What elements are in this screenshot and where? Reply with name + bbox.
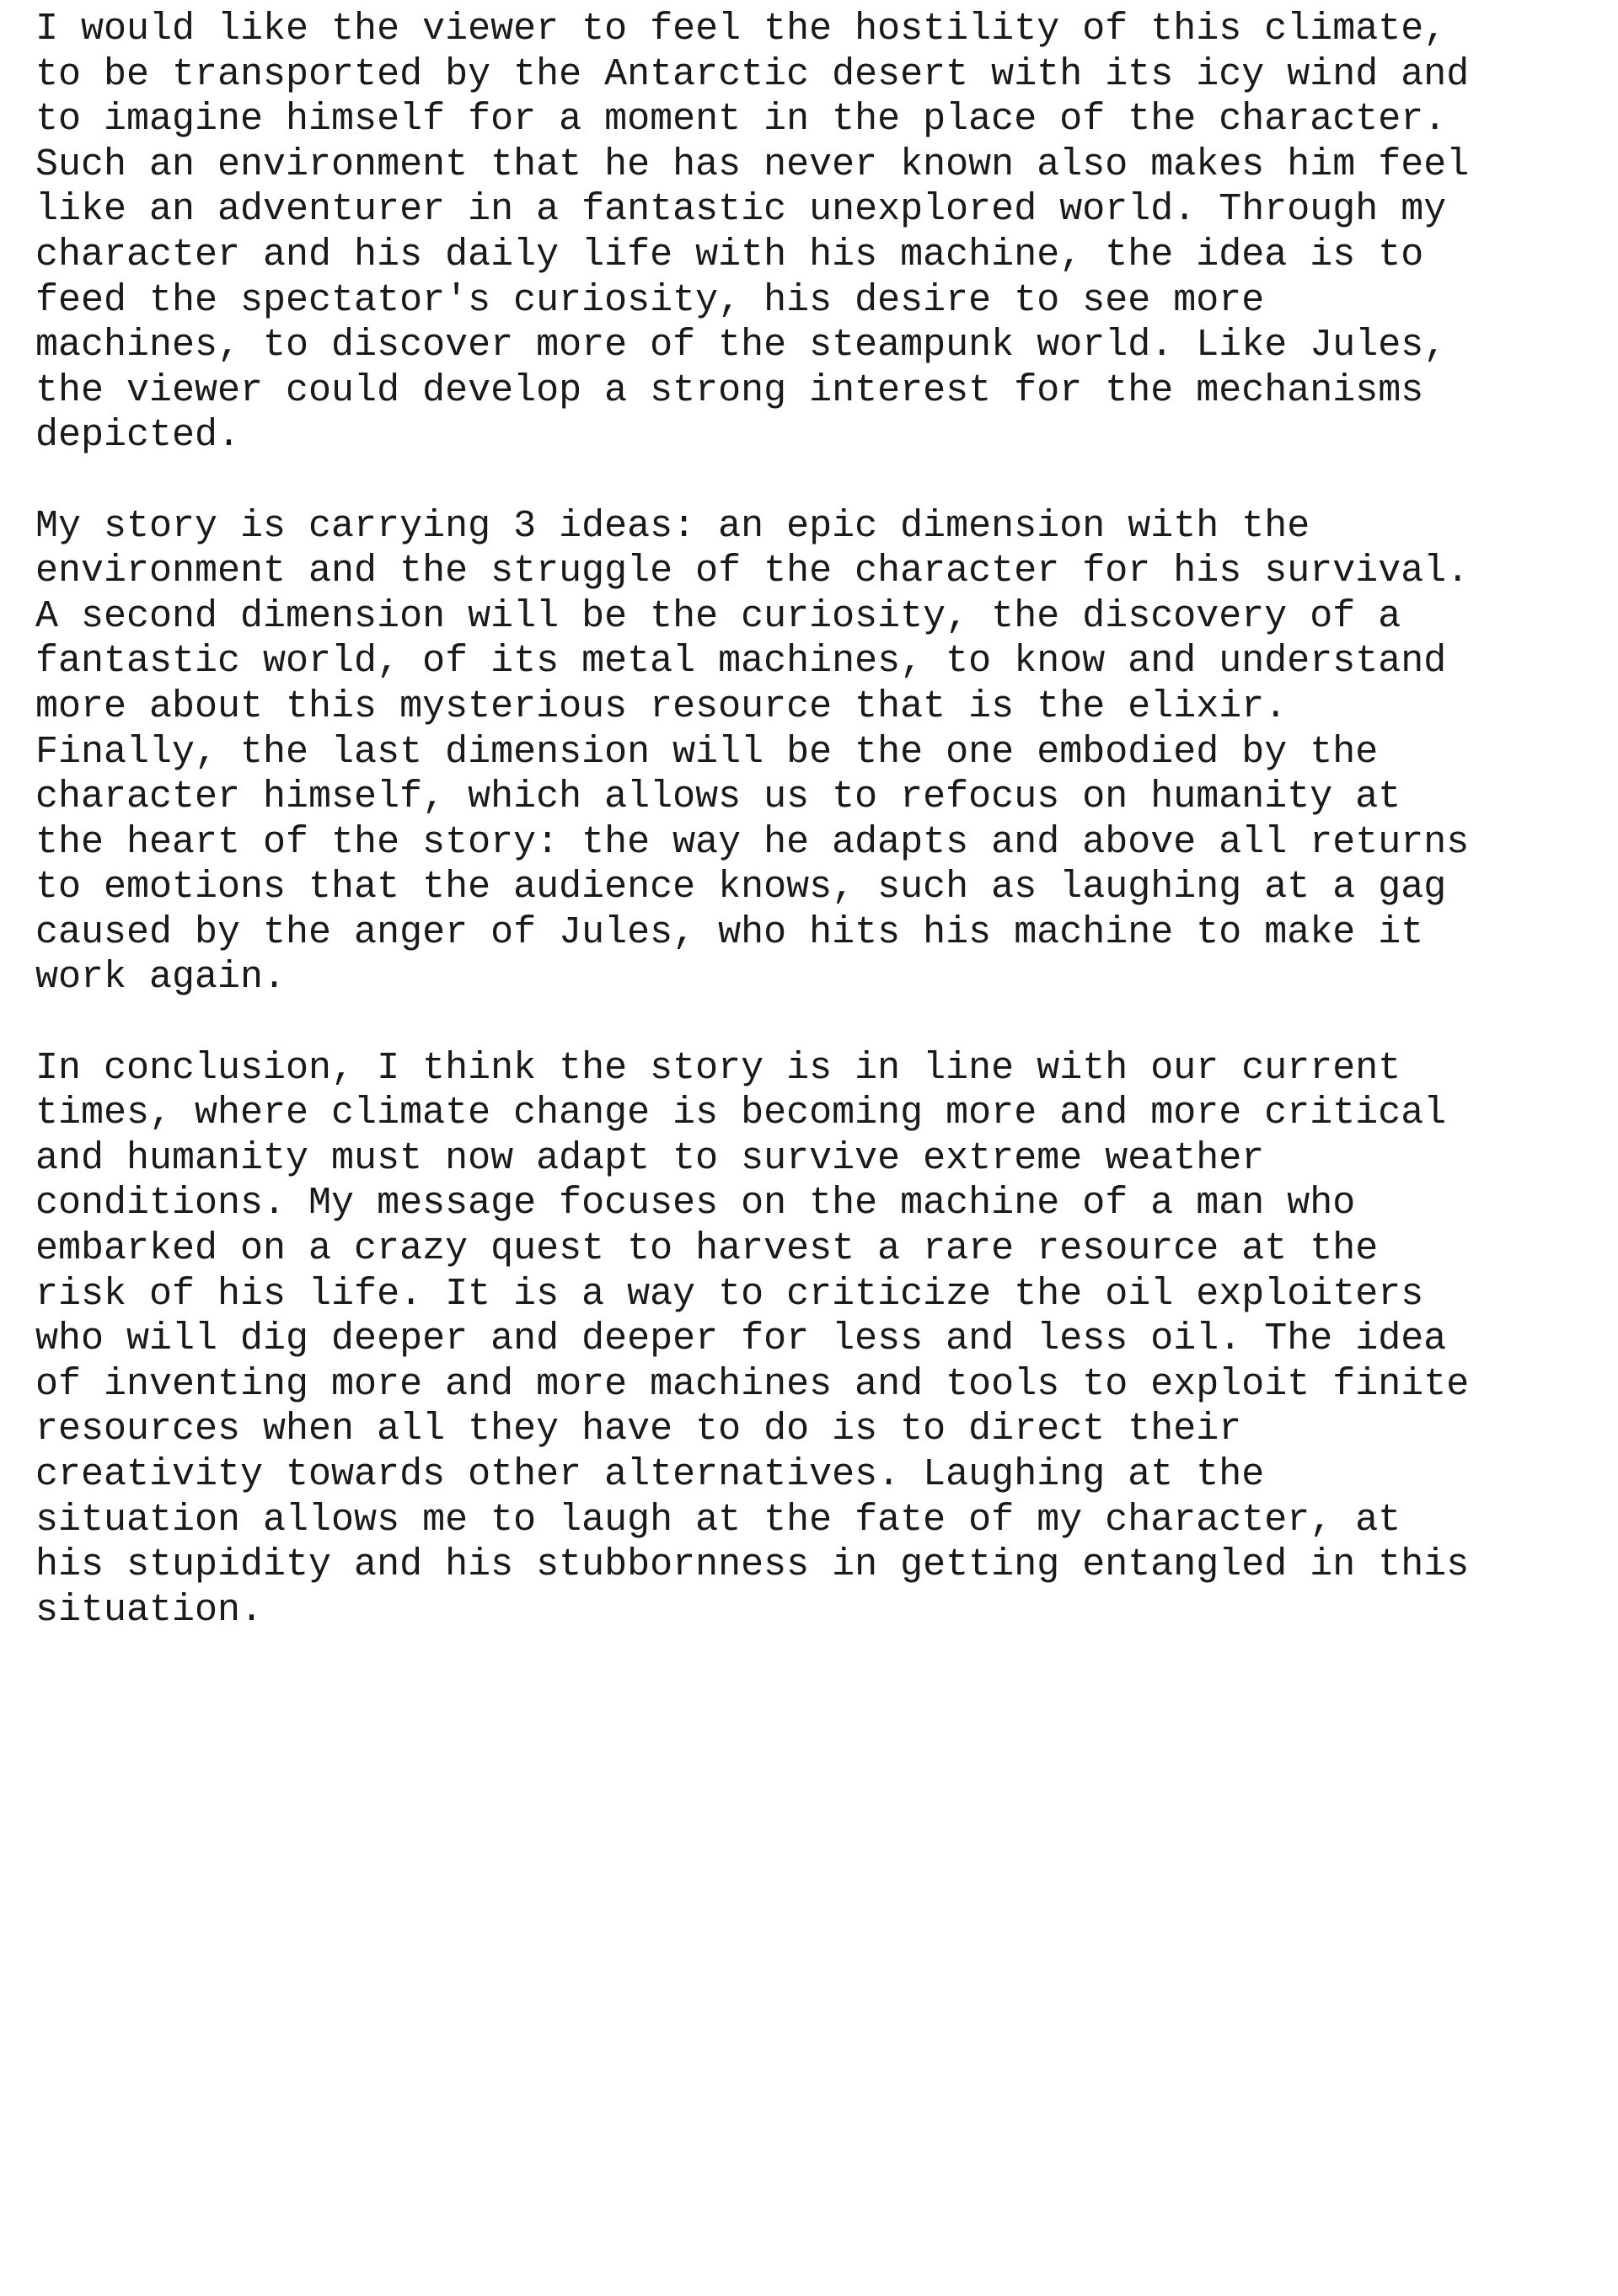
text-line: My story is carrying 3 ideas: an epic dimension with the [35, 504, 1310, 548]
text-line: environment and the struggle of the character for his survival. [35, 550, 1470, 593]
text-line: more about this mysterious resource that is the elixir. [35, 684, 1288, 728]
text-line: work again. [35, 956, 287, 1000]
text-line: and humanity must now adapt to survive extreme weather [35, 1136, 1265, 1180]
paragraph-3 [35, 1046, 1603, 1633]
text-line: situation. [35, 1588, 264, 1632]
text-line: Such an environment that he has never known also makes him feel [35, 142, 1470, 186]
text-line: risk of his life. It is a way to criticize the oil exploiters [35, 1272, 1424, 1316]
text-line: conditions. My message focuses on the machine of a man who [35, 1182, 1356, 1226]
text-line: times, where climate change is becoming more and more critical [35, 1092, 1447, 1135]
text-line: creativity towards other alternatives. Laughing at the [35, 1453, 1265, 1496]
text-line: A second dimension will be the curiosity, the discovery of a [35, 594, 1401, 638]
text-line: to be transported by the Antarctic desert with its icy wind and [35, 52, 1470, 96]
text-line: In conclusion, I think the story is in line with our current [35, 1046, 1401, 1090]
text-line: to imagine himself for a moment in the place of the character. [35, 98, 1447, 142]
text-line: situation allows me to laugh at the fate of my character, at [35, 1498, 1401, 1542]
text-line: who will dig deeper and deeper for less and less oil. The idea [35, 1317, 1447, 1361]
text-line: caused by the anger of Jules, who hits his machine to make it [35, 910, 1424, 954]
text-line: the heart of the story: the way he adapts and above all returns [35, 820, 1470, 864]
text-line: of inventing more and more machines and tools to exploit finite [35, 1362, 1470, 1406]
text-line: resources when all they have to do is to direct their [35, 1408, 1242, 1451]
paragraph-2 [35, 504, 1603, 1001]
text-line: to emotions that the audience knows, such as laughing at a gag [35, 866, 1447, 909]
text-line: embarked on a crazy quest to harvest a rare resource at the [35, 1227, 1379, 1271]
text-line: I would like the viewer to feel the hostility of this climate, [35, 8, 1447, 51]
text-line: the viewer could develop a strong interest for the mechanisms [35, 368, 1424, 412]
text-line: character himself, which allows us to refocus on humanity at [35, 775, 1401, 819]
paragraph-1 [35, 7, 1603, 459]
text-line: fantastic world, of its metal machines, to know and understand [35, 640, 1447, 684]
text-line: character and his daily life with his machine, the idea is to [35, 233, 1424, 276]
text-line: his stupidity and his stubbornness in getting entangled in this [35, 1543, 1470, 1587]
text-line: depicted. [35, 414, 241, 458]
text-line: machines, to discover more of the steampunk world. Like Jules, [35, 324, 1447, 367]
text-line: like an adventurer in a fantastic unexplored world. Through my [35, 188, 1447, 232]
text-line: feed the spectator's curiosity, his desire to see more [35, 278, 1265, 322]
document-body [35, 7, 1603, 1678]
text-line: Finally, the last dimension will be the one embodied by the [35, 730, 1379, 774]
